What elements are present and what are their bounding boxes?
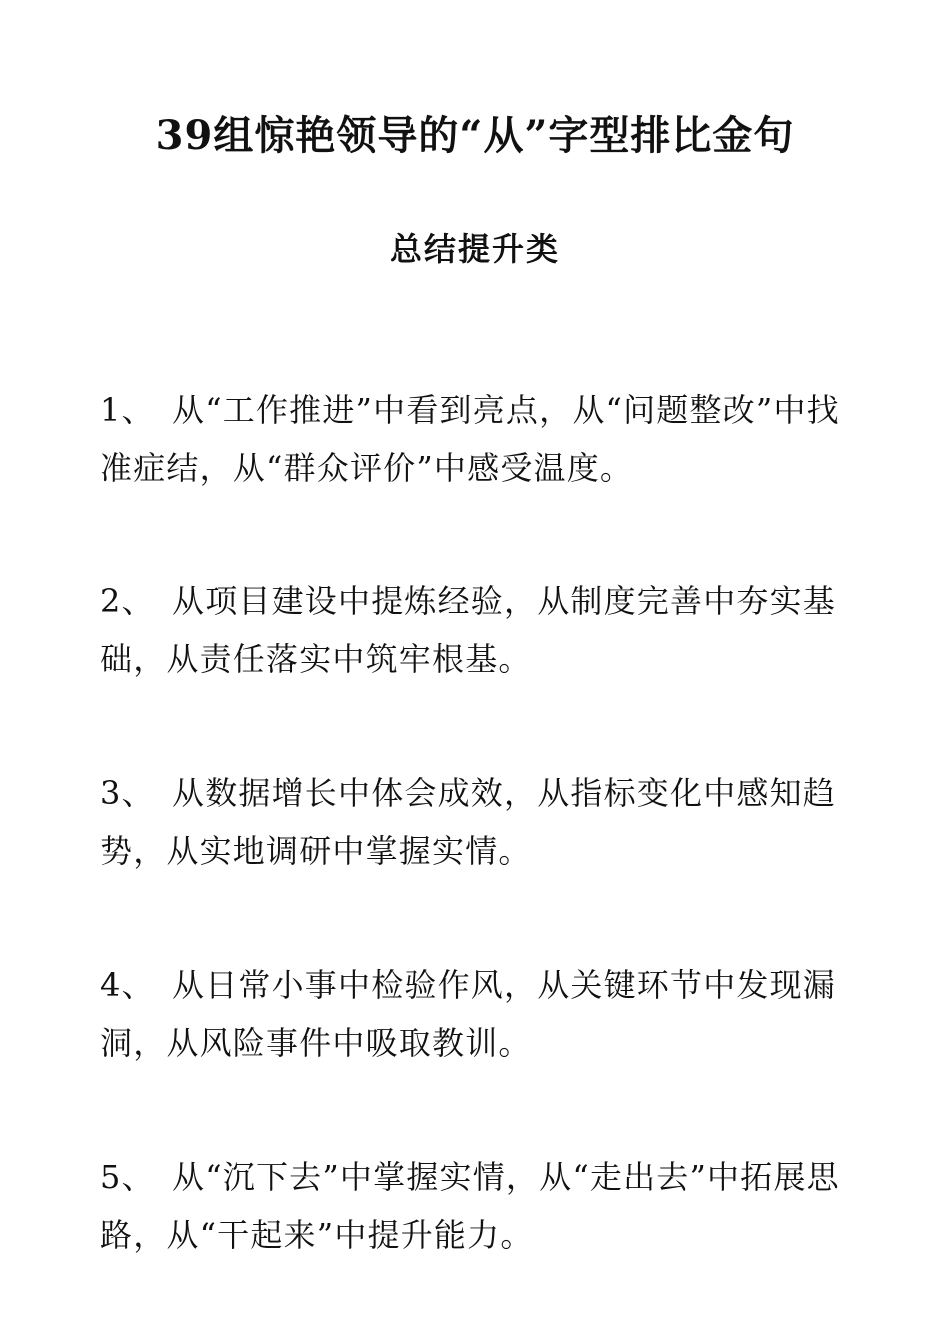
item-text: 从日常小事中检验作风，从关键环节中发现漏洞，从风险事件中吸取教训。 (100, 966, 837, 1062)
item-text: 从“沉下去”中掌握实情，从“走出去”中拓展思路，从“干起来”中提升能力。 (100, 1158, 840, 1254)
item-text: 从“工作推进”中看到亮点，从“问题整改”中找准症结，从“群众评价”中感受温度。 (100, 391, 840, 487)
list-item (100, 956, 840, 1072)
item-number: 3、 (100, 774, 155, 812)
item-number: 2、 (100, 582, 155, 620)
document-title: 39组惊艳领导的“从”字型排比金句 (155, 112, 795, 159)
list-item (100, 764, 840, 880)
item-text: 从项目建设中提炼经验，从制度完善中夯实基础，从责任落实中筑牢根基。 (100, 582, 837, 678)
section-heading: 总结提升类 (389, 230, 560, 268)
item-number: 4、 (100, 966, 155, 1004)
list-item (100, 1148, 840, 1264)
item-number: 1、 (100, 391, 155, 429)
item-number: 5、 (100, 1158, 155, 1196)
list-item (100, 381, 840, 497)
item-text: 从数据增长中体会成效，从指标变化中感知趋势，从实地调研中掌握实情。 (100, 774, 837, 870)
list-item (100, 572, 840, 688)
